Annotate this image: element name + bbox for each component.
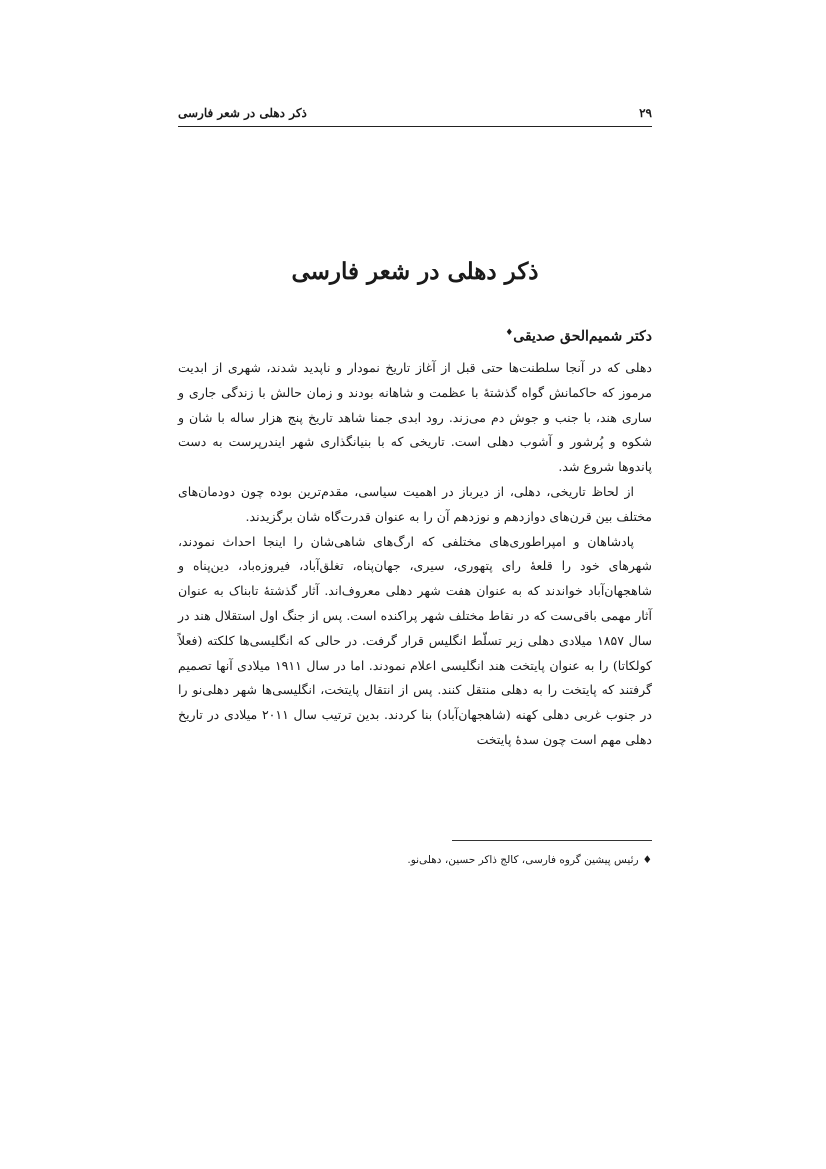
header-divider <box>178 126 652 127</box>
footnote-divider <box>452 840 652 841</box>
article-body <box>178 356 652 753</box>
author-footnote-marker: ♦ <box>505 328 514 338</box>
page-number: ۲۹ <box>639 106 652 120</box>
author-name: دکتر شمیم‌الحق صدیقی <box>513 328 652 345</box>
running-header <box>178 100 652 126</box>
author-line <box>178 322 652 348</box>
paragraph-3: پادشاهان و امپراطوری‌های مختلفی که ارگ‌های شاهی‌شان را اینجا احداث نمودند، شهرهای خود را قلعهٔ رای پتهوری، سیری، جهان‌پناه، تغلق‌آباد، فیروزه‌باد، دین‌پناه و شاهجهان‌آباد خواندند که به عنوان هفت شهر دهلی معروف‌اند. آثار گذشتهٔ تابناک به عنوان آثار مهمی باقی‌ست که در نقاط مختلف شهر پراکنده است. پس از جنگ اول استقلال هند در سال ۱۸۵۷ میلادی دهلی زیر تسلّط انگلیس قرار گرفت. در حالی که انگلیسی‌ها کلکته (فعلاً کولکاتا) را به عنوان پایتخت هند انگلیسی اعلام نمودند. اما در سال ۱۹۱۱ میلادی آنها تصمیم گرفتند که پایتخت را به دهلی منتقل کنند. پس از انتقال پایتخت، انگلیسی‌ها شهر دهلی‌نو را در جنوب غربی دهلی کهنه (شاهجهان‌آباد) بنا کردند. بدین ترتیب سال ۲۰۱۱ میلادی در تاریخ دهلی مهم است چون سدهٔ پایتخت <box>178 533 653 747</box>
footnote <box>178 851 652 869</box>
paragraph-1: دهلی که در آنجا سلطنت‌ها حتی قبل از آغاز تاریخ نمودار و ناپدید شدند، شهری از ابدیت مرموز که حاکمانش گواه گذشتهٔ با عظمت و شاهانه بودند و زمان حالش با زندگی جاری و ساری هند، با جنب و جوش دم می‌زند. رود ابدی جمنا شاهد تاریخ پنج هزار ساله با شان و شکوه و پُرشور و آشوب دهلی است. تاریخی که با بنیانگذاری شهر ایندرپرست به دست پاندوها شروع شد. <box>178 360 652 475</box>
paragraph-2: از لحاظ تاریخی، دهلی، از دیرباز در اهمیت سیاسی، مقدم‌ترین بوده چون دودمان‌های مختلف بین قرن‌های دوازدهم و نوزدهم آن را به عنوان قدرت‌گاه شان برگزیدند. <box>178 483 652 524</box>
footnote-text: رئیس پیشین گروه فارسی، کالج ذاکر حسین، دهلی‌نو. <box>407 854 639 866</box>
running-title: ذکر دهلی در شعر فارسی <box>178 106 307 120</box>
article-title: ذکر دهلی در شعر فارسی <box>291 258 539 285</box>
footnote-marker: ♦ <box>642 854 652 866</box>
